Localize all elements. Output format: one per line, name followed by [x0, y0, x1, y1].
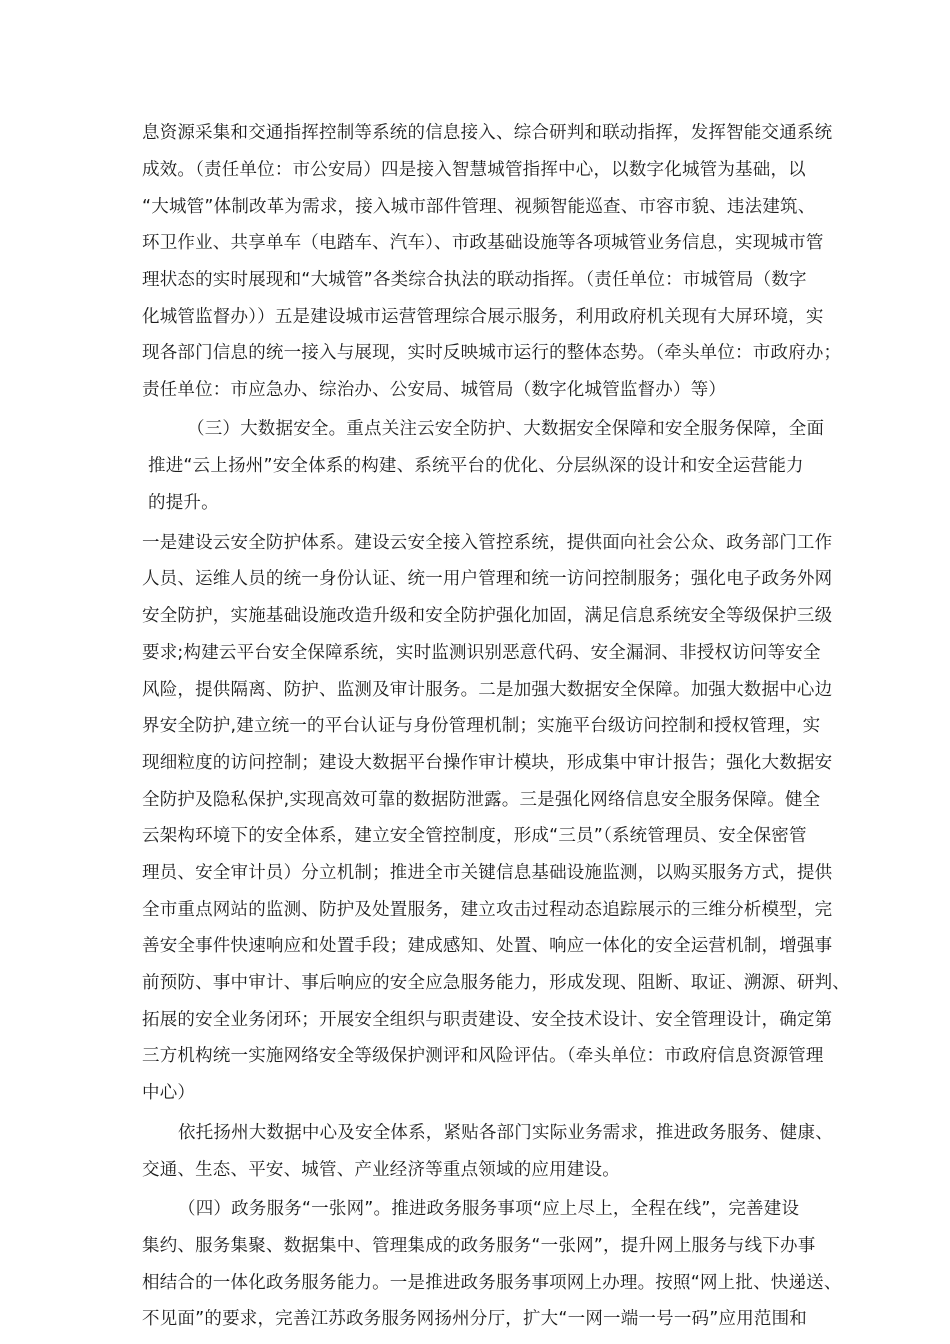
text-line: 息资源采集和交通指挥控制等系统的信息接入、综合研判和联动指挥，发挥智能交通系统: [142, 123, 833, 143]
text-line: 一是建设云安全防护体系。建设云安全接入管控系统，提供面向社会公众、政务部门工作: [142, 533, 833, 553]
text-line: 拓展的安全业务闭环；开展安全组织与职责建设、安全技术设计、安全管理设计，确定第: [142, 1010, 833, 1030]
text-line: 三方机构统一实施网络安全等级保护测评和风险评估。（牵头单位：市政府信息资源管理: [142, 1046, 824, 1066]
text-line: 不见面”的要求，完善江苏政务服务网扬州分厅，扩大“一网一端一号一码”应用范围和: [142, 1309, 807, 1329]
text-line: 现细粒度的访问控制；建设大数据平台操作审计模块，形成集中审计报告；强化大数据安: [142, 753, 833, 773]
text-line: 中心）: [142, 1083, 196, 1103]
text-line: 全防护及隐私保护,实现高效可靠的数据防泄露。三是强化网络信息安全服务保障。健全: [142, 790, 821, 810]
text-line: 前预防、事中审计、事后响应的安全应急服务能力，形成发现、阻断、取证、溯源、研判、: [142, 973, 850, 993]
text-line: 现各部门信息的统一接入与展现，实时反映城市运行的整体态势。（牵头单位：市政府办；: [142, 343, 842, 363]
text-line: 全市重点网站的监测、防护及处置服务，建立攻击过程动态追踪展示的三维分析模型，完: [142, 900, 833, 920]
text-line: 集约、服务集聚、数据集中、管理集成的政务服务“一张网”，提升网上服务与线下办事: [142, 1236, 816, 1256]
text-line: 推进“云上扬州”安全体系的构建、系统平台的优化、分层纵深的设计和安全运营能力: [148, 456, 804, 476]
text-line: 成效。（责任单位：市公安局）四是接入智慧城管指挥中心，以数字化城管为基础，以: [142, 160, 806, 180]
text-line: “大城管”体制改革为需求，接入城市部件管理、视频智能巡查、市容市貌、违法建筑、: [142, 197, 816, 217]
text-line: 云架构环境下的安全体系，建立安全管控制度，形成“三员”（系统管理员、安全保密管: [142, 826, 807, 846]
text-line: 人员、运维人员的统一身份认证、统一用户管理和统一访问控制服务；强化电子政务外网: [142, 569, 833, 589]
text-line: 理员、安全审计员）分立机制；推进全市关键信息基础设施监测，以购买服务方式，提供: [142, 863, 833, 883]
text-line: 理状态的实时展现和“大城管”各类综合执法的联动指挥。（责任单位：市城管局（数字: [142, 270, 807, 290]
text-line: 责任单位：市应急办、综治办、公安局、城管局（数字化城管监督办）等）: [142, 380, 727, 400]
section-heading-line: （三）大数据安全。重点关注云安全防护、大数据安全保障和安全服务保障，全面: [187, 419, 825, 439]
text-line: 相结合的一体化政务服务能力。一是推进政务服务事项网上办理。按照“网上批、快递送、: [142, 1273, 842, 1293]
text-line: 交通、生态、平安、城管、产业经济等重点领域的应用建设。: [142, 1160, 620, 1180]
text-line: 依托扬州大数据中心及安全体系，紧贴各部门实际业务需求，推进政务服务、健康、: [178, 1123, 833, 1143]
text-line: 环卫作业、共享单车（电踏车、汽车）、市政基础设施等各项城管业务信息，实现城市管: [142, 233, 824, 253]
text-line: 的提升。: [148, 493, 219, 513]
text-line: 要求;构建云平台安全保障系统，实时监测识别恶意代码、安全漏洞、非授权访问等安全: [142, 643, 821, 663]
section-heading-line: （四）政务服务“一张网”。推进政务服务事项“应上尽上，全程在线”，完善建设: [178, 1199, 800, 1219]
text-line: 安全防护，实施基础设施改造升级和安全防护强化加固，满足信息系统安全等级保护三级: [142, 606, 833, 626]
text-line: 风险，提供隔离、防护、监测及审计服务。二是加强大数据安全保障。加强大数据中心边: [142, 680, 833, 700]
text-line: 界安全防护,建立统一的平台认证与身份管理机制；实施平台级访问控制和授权管理，实: [142, 716, 821, 736]
text-line: 化城管监督办））五是建设城市运营管理综合展示服务，利用政府机关现有大屏环境，实: [142, 307, 824, 327]
text-line: 善安全事件快速响应和处置手段；建成感知、处置、响应一体化的安全运营机制，增强事: [142, 936, 833, 956]
